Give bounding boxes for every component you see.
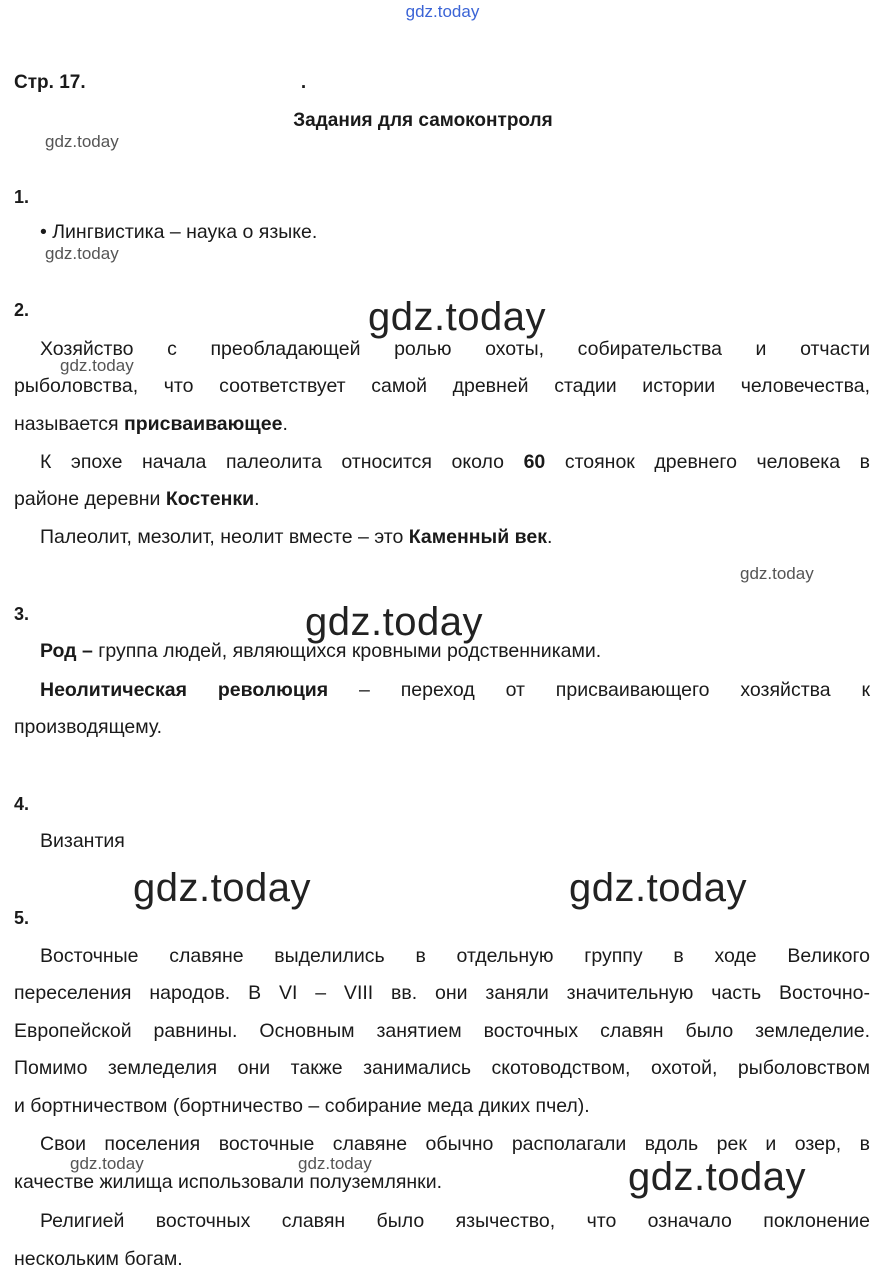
task2-p2-line1: [40, 443, 870, 481]
watermark-small: gdz.today: [70, 1154, 144, 1173]
task5-p3-l2: нескольким богам.: [14, 1248, 183, 1270]
bold-term: присваивающее: [123, 413, 283, 435]
text-run: районе деревни: [14, 488, 166, 510]
bold-term: 60: [523, 451, 546, 473]
task5-p1-l4: Помимо земледелия они также занимались скотоводством, охотой, рыболовством: [14, 1057, 870, 1079]
page-title: Задания для самоконтроля: [293, 110, 553, 131]
bold-term: Неолитическая революция: [40, 679, 329, 701]
watermark-large: gdz.today: [628, 1155, 806, 1199]
watermark-small: gdz.today: [298, 1154, 372, 1173]
watermark-small: gdz.today: [45, 132, 119, 151]
task5-p1-l1: Восточные славяне выделились в отдельную группу в ходе Великого: [40, 945, 870, 967]
watermark-large: gdz.today: [133, 866, 311, 910]
task-number-5: 5.: [14, 908, 30, 928]
task-number-3: 3.: [14, 604, 30, 624]
page-ref-tail: .: [300, 72, 307, 93]
watermark-small: gdz.today: [45, 244, 119, 263]
task3-p2-line2: производящему.: [14, 716, 163, 738]
text-run: – переход от присваивающего хозяйства к: [328, 679, 870, 701]
bold-term: Род –: [40, 640, 93, 662]
task2-p1-line1: Хозяйство с преобладающей ролью охоты, собирательства и отчасти: [40, 338, 870, 360]
text-run: называется: [14, 413, 124, 435]
bold-term: Костенки: [165, 488, 255, 510]
text-run: .: [282, 413, 288, 435]
text-run: К эпохе начала палеолита относится около: [40, 451, 524, 473]
task2-p1-line2: рыболовства, что соответствует самой древней стадии истории человечества,: [14, 375, 870, 397]
watermark-large: gdz.today: [368, 295, 546, 339]
task5-p2-l2: качестве жилища использовали полуземлянки.: [14, 1171, 443, 1193]
task2-p1-line3: [14, 405, 288, 443]
task-number-4: 4.: [14, 794, 30, 814]
watermark-large: gdz.today: [569, 866, 747, 910]
task5-p1-l5: и бортничеством (бортничество – собирание меда диких пчел).: [14, 1095, 590, 1117]
task5-p1-l2: переселения народов. В VI – VIII вв. они заняли значительную часть Восточно-: [14, 982, 870, 1004]
task2-p2-line2: [14, 480, 260, 518]
task-number-2: 2.: [14, 300, 30, 320]
task2-p3: [40, 518, 552, 556]
task5-p1-l3: Европейской равнины. Основным занятием восточных славян было земледелие.: [14, 1020, 870, 1042]
watermark-large: gdz.today: [305, 600, 483, 644]
watermark-small: gdz.today: [740, 564, 814, 583]
task4-answer: Византия: [40, 830, 125, 852]
page-ref-label: Стр. 17.: [14, 72, 91, 93]
watermark-small: gdz.today: [60, 356, 134, 375]
text-run: группа людей, являющихся кровными родственниками.: [92, 640, 602, 662]
text-run: .: [254, 488, 260, 510]
watermark-top: gdz.today: [405, 2, 480, 21]
task1-bullet: • Лингвистика – наука о языке.: [40, 221, 318, 243]
task5-p3-l1: Религией восточных славян было язычество, что означало поклонение: [40, 1210, 870, 1232]
text-run: .: [546, 526, 553, 548]
task3-p2-line1: [40, 671, 870, 709]
text-run: стоянок древнего человека в: [545, 451, 871, 473]
bold-term: Каменный век: [408, 526, 547, 548]
text-run: Палеолит, мезолит, неолит вместе – это: [40, 526, 409, 548]
task-number-1: 1.: [14, 187, 30, 207]
page-reference: [14, 72, 306, 94]
task5-p2-l1: Свои поселения восточные славяне обычно располагали вдоль рек и озер, в: [40, 1133, 870, 1155]
